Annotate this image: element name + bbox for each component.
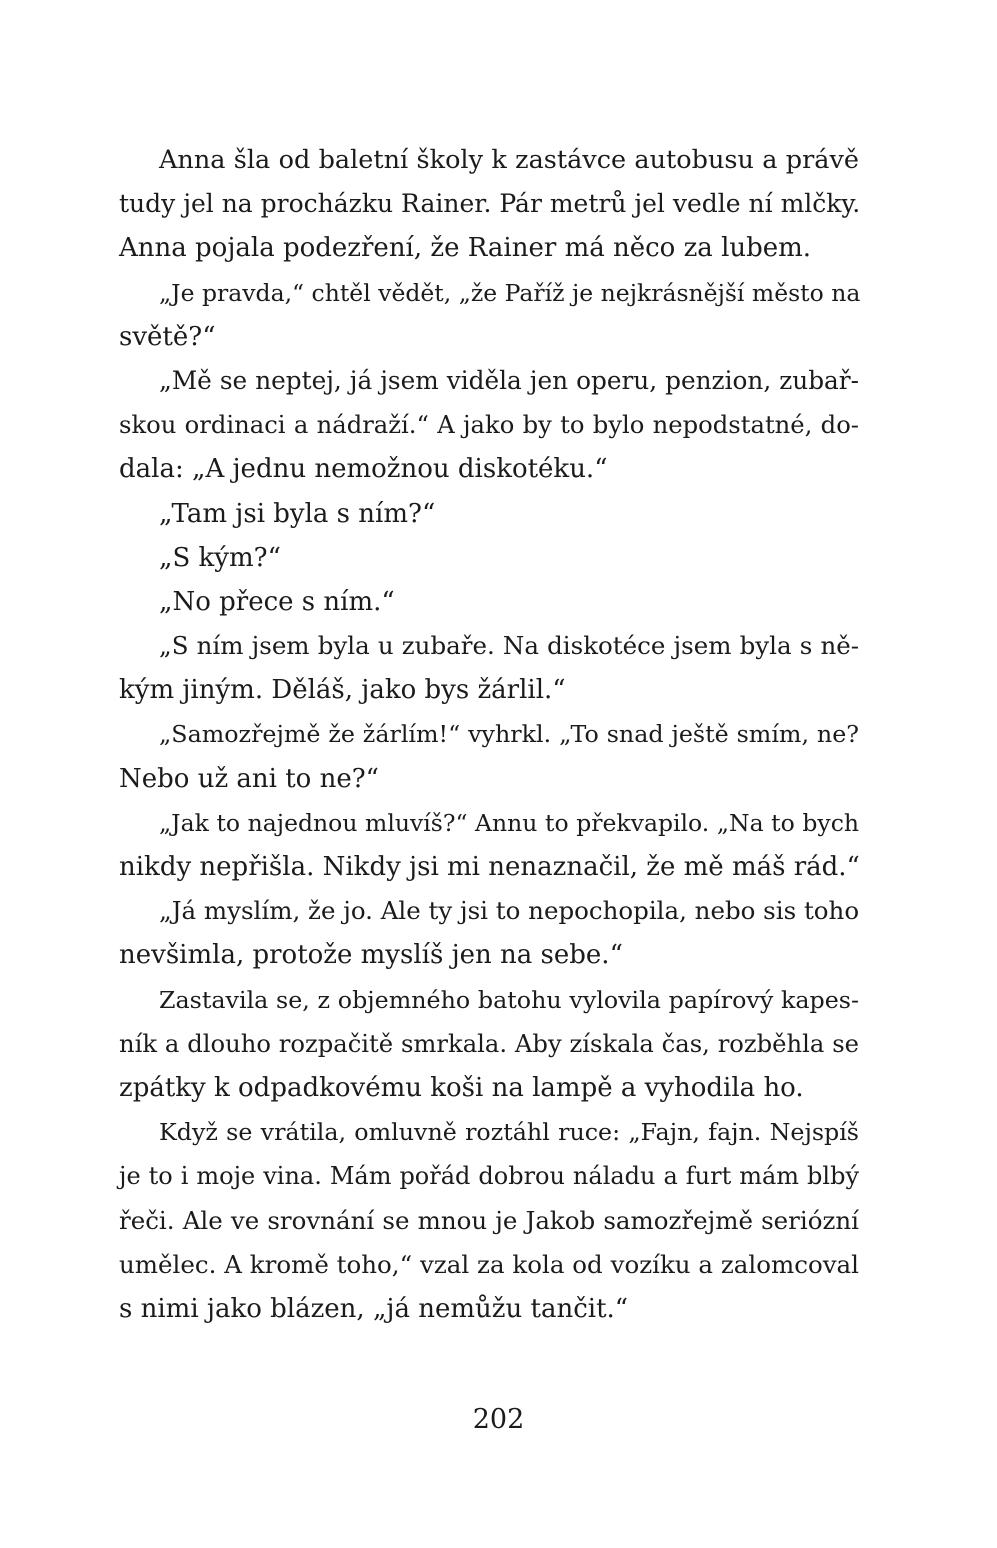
paragraph bbox=[119, 138, 859, 271]
text-line: „No přece s ním.“ bbox=[159, 586, 395, 617]
text-line: s nimi jako blázen, „já nemůžu tančit.“ bbox=[119, 1293, 629, 1324]
paragraph bbox=[119, 359, 859, 492]
paragraph bbox=[119, 271, 859, 359]
paragraph bbox=[119, 889, 859, 977]
text-line: nikdy nepřišla. Nikdy jsi mi nenaznačil, že mě máš rád.“ bbox=[119, 852, 860, 882]
text-line: Anna pojala podezření, že Rainer má něco za lubem. bbox=[119, 233, 812, 264]
text-line: nevšimla, protože myslíš jen na sebe.“ bbox=[119, 940, 623, 971]
text-line: „Je pravda,“ chtěl vědět, „že Paříž je nejkrásnější město na bbox=[159, 278, 861, 307]
page-number: 202 bbox=[472, 1404, 525, 1435]
paragraph bbox=[119, 580, 859, 624]
text-line: Nebo už ani to ne?“ bbox=[119, 763, 379, 794]
paragraph bbox=[119, 712, 859, 800]
text-line: dala: „A jednu nemožnou diskotéku.“ bbox=[119, 454, 608, 485]
text-line: „Tam jsi byla s ním?“ bbox=[159, 498, 436, 529]
text-line: „S kým?“ bbox=[159, 542, 281, 573]
text-line: Když se vrátila, omluvně roztáhl ruce: „Fajn, fajn. Nejspíš bbox=[159, 1118, 859, 1147]
text-line: je to i moje vina. Mám pořád dobrou náladu a furt mám blbý bbox=[119, 1162, 859, 1191]
text-line: řeči. Ale ve srovnání se mnou je Jakob samozřejmě seriózní bbox=[119, 1205, 859, 1235]
body-text bbox=[119, 138, 859, 1331]
text-line: „Jak to najednou mluvíš?“ Annu to překvapilo. „Na to bych bbox=[159, 808, 859, 837]
text-line: umělec. A kromě toho,“ vzal za kola od vozíku a zalomcoval bbox=[119, 1249, 859, 1279]
paragraph bbox=[119, 624, 859, 712]
text-line: kým jiným. Děláš, jako bys žárlil.“ bbox=[119, 675, 566, 706]
paragraph bbox=[119, 536, 859, 580]
text-line: „S ním jsem byla u zubaře. Na diskotéce jsem byla s ně- bbox=[159, 631, 859, 661]
paragraph bbox=[119, 801, 859, 889]
text-line: zpátky k odpadkovému koši na lampě a vyhodila ho. bbox=[119, 1072, 804, 1103]
text-line: Anna šla od baletní školy k zastávce autobusu a právě bbox=[159, 145, 859, 175]
text-line: světě?“ bbox=[119, 321, 216, 352]
text-line: „Mě se neptej, já jsem viděla jen operu, penzion, zubař- bbox=[159, 365, 859, 395]
paragraph bbox=[119, 978, 859, 1111]
text-line: „Samozřejmě že žárlím!“ vyhrkl. „To snad ještě smím, ne? bbox=[159, 720, 859, 749]
paragraph bbox=[119, 1110, 859, 1331]
text-line: Zastavila se, z objemného batohu vylovila papírový kapes- bbox=[159, 985, 859, 1014]
text-line: „Já myslím, že jo. Ale ty jsi to nepochopila, nebo sis toho bbox=[159, 896, 860, 926]
text-line: ník a dlouho rozpačitě smrkala. Aby získala čas, rozběhla se bbox=[119, 1028, 859, 1058]
text-line: skou ordinaci a nádraží.“ A jako by to bylo nepodstatné, do- bbox=[119, 410, 859, 440]
paragraph bbox=[119, 492, 859, 536]
text-line: tudy jel na procházku Rainer. Pár metrů jel vedle ní mlčky. bbox=[119, 189, 861, 219]
